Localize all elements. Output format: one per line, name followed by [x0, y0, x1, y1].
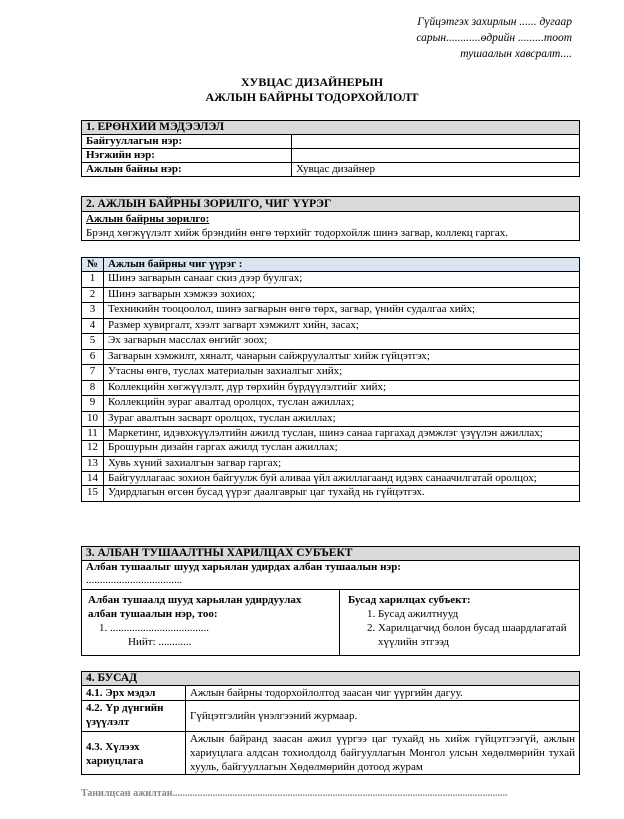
- section1-heading: 1. ЕРӨНХИЙ МЭДЭЭЛЭЛ: [82, 121, 580, 135]
- duties-title-header: Ажлын байрны чиг үүрэг :: [104, 258, 580, 272]
- duty-number: 11: [82, 427, 104, 441]
- table-row: [82, 349, 580, 365]
- goal-cell: [82, 212, 580, 241]
- duty-text: Коллекцийн хөгжүүлэлт, дүр төрхийн бүрдүүлэлтийг хийх;: [104, 380, 580, 396]
- other-subject-item: 2. Харилцагчид болон бусад шаардлагатай хүүлийн этгээд: [378, 621, 573, 649]
- duty-number: 13: [82, 456, 104, 472]
- acknowledgement-line: Танилцсан ажилтан......................................................................................................................................: [81, 788, 508, 799]
- duty-text: Шинэ загварын хэмжээ зохиох;: [104, 287, 580, 303]
- table-row: [82, 318, 580, 334]
- subordinates-total: Нийт: ............: [128, 636, 192, 648]
- performance-label: 4.2. Үр дүнгийн үзүүлэлт: [82, 701, 186, 732]
- table-row: [82, 686, 580, 701]
- org-name-value: [292, 135, 580, 149]
- duty-number: 4: [82, 318, 104, 334]
- table-row: [82, 456, 580, 472]
- table-row: [82, 135, 580, 149]
- duties-table: [81, 257, 580, 502]
- duty-number: 12: [82, 441, 104, 457]
- table-row: [82, 380, 580, 396]
- table-row: [82, 287, 580, 303]
- other-subjects-cell: [340, 590, 580, 656]
- position-name-value: Хувцас дизайнер: [292, 163, 580, 177]
- subordinates-title: Албан тушаалд шууд харьялан удирдуулах албан тушаалын нэр, тоо:: [88, 594, 302, 620]
- duty-text: Удирдлагын өгсөн бусад үүрэг даалгаврыг цаг тухайд нь гүйцэтгэх.: [104, 486, 580, 502]
- duty-number: 5: [82, 334, 104, 350]
- duty-text: Техникийн тооцоолол, шинэ загварын өнгө төрх, загвар, үнийн судалгаа хийх;: [104, 303, 580, 319]
- authority-label: 4.1. Эрх мэдэл: [82, 686, 186, 701]
- table-row: [82, 732, 580, 775]
- duty-text: Байгууллагаас зохион байгуулж буй аливаа үйл ажиллагаанд идэвх санаачилгатай оролцох;: [104, 472, 580, 486]
- table-row: [82, 701, 580, 732]
- duty-text: Загварын хэмжилт, хяналт, чанарын сайжруулалтыг хийж гүйцэтгэх;: [104, 349, 580, 365]
- table-row: [82, 411, 580, 427]
- duty-number: 7: [82, 365, 104, 381]
- duty-number: 9: [82, 396, 104, 412]
- approval-line-2: сарын............өдрийн .........тоот: [416, 32, 572, 44]
- table-row: [82, 303, 580, 319]
- general-info-table: [81, 120, 580, 177]
- table-row: [82, 272, 580, 288]
- table-row: [82, 334, 580, 350]
- table-row: [82, 427, 580, 441]
- relations-table: [81, 546, 580, 656]
- duty-text: Шинэ загварын санааг скиз дээр буулгах;: [104, 272, 580, 288]
- approval-line-3: тушаалын хавсралт....: [460, 48, 572, 60]
- table-row: [82, 163, 580, 177]
- unit-name-value: [292, 149, 580, 163]
- table-row: [82, 441, 580, 457]
- duty-text: Зураг авалтын засварт оролцох, туслан ажиллах;: [104, 411, 580, 427]
- table-row: [82, 365, 580, 381]
- duty-number: 2: [82, 287, 104, 303]
- duty-number: 1: [82, 272, 104, 288]
- goal-label: Ажлын байрны зорилго:: [86, 213, 210, 225]
- responsibility-label: 4.3. Хүлээх хариуцлага: [82, 732, 186, 775]
- duty-text: Размер хувиргалт, хээлт загварт хэмжилт хийн, засах;: [104, 318, 580, 334]
- duty-text: Утасны өнгө, туслах материалын захиалгыг хийх;: [104, 365, 580, 381]
- goal-text: Брэнд хөгжүүлэлт хийж брэндийн өнгө төрхийг тодорхойлж шинэ загвар, коллекц гаргах.: [86, 227, 508, 239]
- supervisor-value: ...................................: [86, 574, 183, 586]
- position-name-label: Ажлын байны нэр:: [82, 163, 292, 177]
- table-row: [82, 149, 580, 163]
- approval-note: [416, 14, 572, 62]
- table-row: [82, 472, 580, 486]
- org-name-label: Байгууллагын нэр:: [82, 135, 292, 149]
- duty-number: 6: [82, 349, 104, 365]
- duty-number: 15: [82, 486, 104, 502]
- title-line-1: ХУВЦАС ДИЗАЙНЕРЫН: [240, 75, 384, 89]
- duties-number-header: №: [82, 258, 104, 272]
- section4-heading: 4. БУСАД: [82, 672, 580, 686]
- approval-line-1: Гүйцэтгэх захирлын ...... дугаар: [417, 16, 572, 28]
- duty-number: 3: [82, 303, 104, 319]
- supervisor-label: Албан тушаалыг шууд харьялан удирдах албан тушаалын нэр:: [86, 561, 401, 573]
- responsibility-text: Ажлын байранд заасан ажил үүргээ цаг тухайд нь хийж гүйцэтгээгүй, ажлын хариуцлага алдсан тохиолдолд байгууллагын Монгол улсын хөдөлмөрийн тухай хууль, байгууллагын Хөдөлмөрийн дотоод журам: [186, 732, 580, 775]
- other-table: [81, 671, 580, 775]
- duty-number: 8: [82, 380, 104, 396]
- unit-name-label: Нэгжийн нэр:: [82, 149, 292, 163]
- table-row: [82, 396, 580, 412]
- other-subjects-list: [348, 607, 573, 649]
- performance-text: Гүйцэтгэлийн үнэлгээний журмаар.: [186, 701, 580, 732]
- subordinate-item: 1. ....................................: [110, 621, 333, 635]
- title-line-2: АЖЛЫН БАЙРНЫ ТОДОРХОЙЛОЛТ: [205, 90, 419, 104]
- section2-heading: 2. АЖЛЫН БАЙРНЫ ЗОРИЛГО, ЧИГ ҮҮРЭГ: [82, 197, 580, 212]
- purpose-table: [81, 196, 580, 241]
- document-title: [0, 75, 624, 105]
- supervisor-cell: [82, 561, 580, 590]
- table-row: [82, 486, 580, 502]
- subordinates-cell: [82, 590, 340, 656]
- other-subjects-title: Бусад харилцах субъект:: [348, 594, 471, 606]
- section3-heading: 3. АЛБАН ТУШААЛТНЫ ХАРИЛЦАХ СУБЪЕКТ: [82, 547, 580, 561]
- other-subject-item: 1. Бусад ажилтнууд: [378, 607, 573, 621]
- duty-text: Эх загварын масслах өнгийг зоох;: [104, 334, 580, 350]
- subordinates-list: [88, 621, 333, 635]
- duty-text: Коллекцийн зураг авалтад оролцох, туслан ажиллах;: [104, 396, 580, 412]
- duty-text: Маркетинг, идэвхжүүлэлтийн ажилд туслан, шинэ санаа гаргахад дэмжлэг үзүүлэн ажиллах;: [104, 427, 580, 441]
- duty-number: 10: [82, 411, 104, 427]
- duty-number: 14: [82, 472, 104, 486]
- duty-text: Хувь хүний захиалгын загвар гаргах;: [104, 456, 580, 472]
- duty-text: Брошурын дизайн гаргах ажилд туслан ажиллах;: [104, 441, 580, 457]
- authority-text: Ажлын байрны тодорхойлолтод заасан чиг үүргийн дагуу.: [186, 686, 580, 701]
